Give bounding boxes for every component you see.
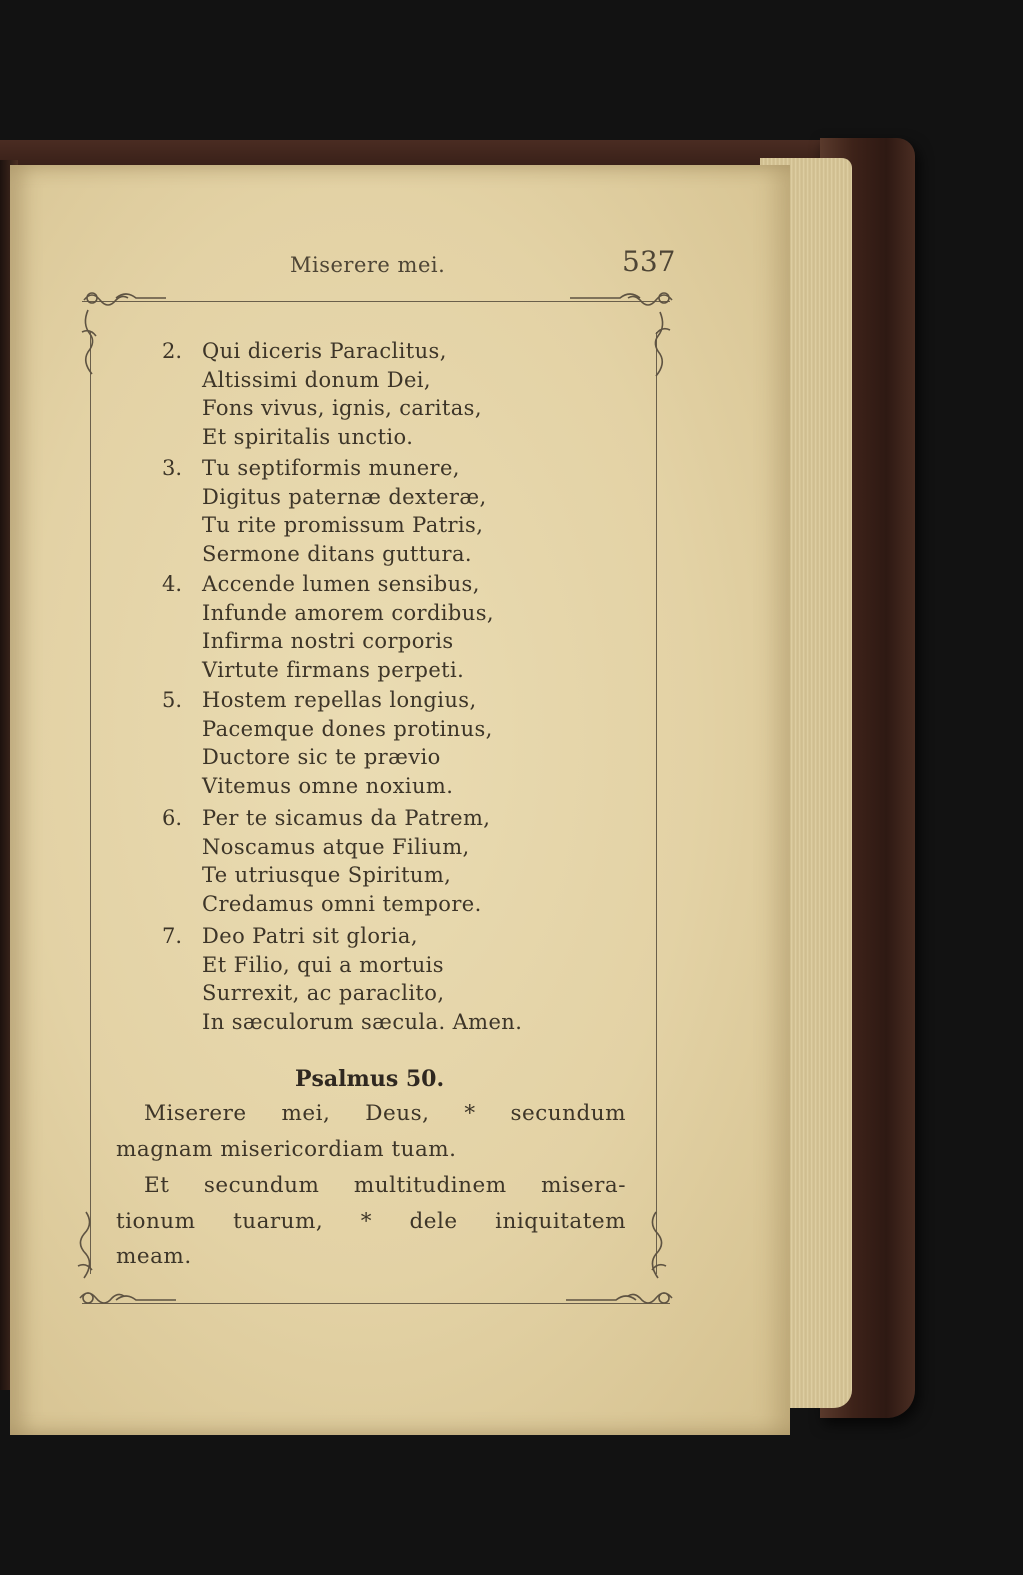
word: Deus, xyxy=(365,1101,430,1126)
stanza-line: Infunde amorem cordibus, xyxy=(202,600,494,625)
psalm-heading: Psalmus 50. xyxy=(295,1066,445,1092)
psalm-verse-2 xyxy=(116,1168,626,1275)
word: Miserere xyxy=(144,1101,247,1126)
verse-line xyxy=(116,1096,626,1132)
stanza-line: Fons vivus, ignis, caritas, xyxy=(202,396,482,420)
word: tionum xyxy=(116,1208,196,1234)
verse-line: meam. xyxy=(116,1244,192,1269)
psalm-verse-1 xyxy=(116,1096,626,1167)
stanza-line: Qui diceris Paraclitus, xyxy=(202,339,447,363)
stanza-line: Surrexit, ac paraclito, xyxy=(202,981,445,1005)
stanza-line: Sermone ditans guttura. xyxy=(202,541,472,566)
word: misera- xyxy=(541,1173,626,1198)
stanza-6 xyxy=(162,804,490,918)
stanza-line: Et spiritalis unctio. xyxy=(202,424,414,449)
stanza-number: 3. xyxy=(162,456,183,480)
asterisk: * xyxy=(464,1101,476,1126)
stanza-2 xyxy=(162,337,482,451)
word: iniquitatem xyxy=(495,1208,626,1234)
running-header: Miserere mei. xyxy=(290,253,446,277)
corner-ornament-top-right-icon xyxy=(560,286,680,396)
word: mei, xyxy=(281,1101,331,1126)
stanza-7 xyxy=(162,922,522,1036)
stanza-line: Deo Patri sit gloria, xyxy=(202,924,418,948)
stanza-line: Credamus omni tempore. xyxy=(202,891,482,916)
stanza-line: Altissimi donum Dei, xyxy=(202,367,431,392)
stanza-number: 4. xyxy=(162,572,183,596)
stanza-line: Noscamus atque Filium, xyxy=(202,834,470,859)
stanza-5 xyxy=(162,686,493,800)
frame-left-rule xyxy=(90,332,91,1274)
stanza-line: Pacemque dones protinus, xyxy=(202,716,493,741)
word: Et xyxy=(144,1173,170,1198)
stanza-line: Tu septiformis munere, xyxy=(202,456,460,480)
stanza-line: Te utriusque Spiritum, xyxy=(202,863,452,887)
page-number: 537 xyxy=(622,245,676,278)
verse-line: magnam misericordiam tuam. xyxy=(116,1136,457,1162)
word: tuarum, xyxy=(233,1208,324,1234)
stanza-line: Virtute firmans perpeti. xyxy=(202,657,465,682)
stanza-line: Et Filio, qui a mortuis xyxy=(202,952,444,977)
word: dele xyxy=(409,1208,458,1234)
stanza-line: In sæculorum sæcula. Amen. xyxy=(202,1009,523,1034)
stanza-line: Tu rite promissum Patris, xyxy=(202,513,484,537)
stanza-number: 7. xyxy=(162,924,183,948)
stanza-line: Accende lumen sensibus, xyxy=(202,572,480,596)
stanza-number: 2. xyxy=(162,339,183,363)
word: secundum xyxy=(203,1173,320,1198)
stanza-number: 6. xyxy=(162,806,183,830)
frame-right-rule xyxy=(656,332,657,1274)
stanza-number: 5. xyxy=(162,688,183,712)
stanza-3 xyxy=(162,454,487,568)
word: multitudinem xyxy=(353,1173,507,1198)
stanza-line: Digitus paternæ dexteræ, xyxy=(202,484,487,509)
stanza-line: Per te sicamus da Patrem, xyxy=(202,806,491,830)
stanza-line: Hostem repellas longius, xyxy=(202,688,477,712)
stanza-line: Infirma nostri corporis xyxy=(202,629,454,653)
stanza-line: Vitemus omne noxium. xyxy=(202,773,454,798)
stanza-line: Ductore sic te prævio xyxy=(202,745,441,769)
word: secundum xyxy=(510,1101,626,1126)
stanza-4 xyxy=(162,570,494,684)
verse-line xyxy=(116,1204,626,1240)
verse-line xyxy=(116,1168,626,1204)
asterisk: * xyxy=(360,1208,373,1234)
